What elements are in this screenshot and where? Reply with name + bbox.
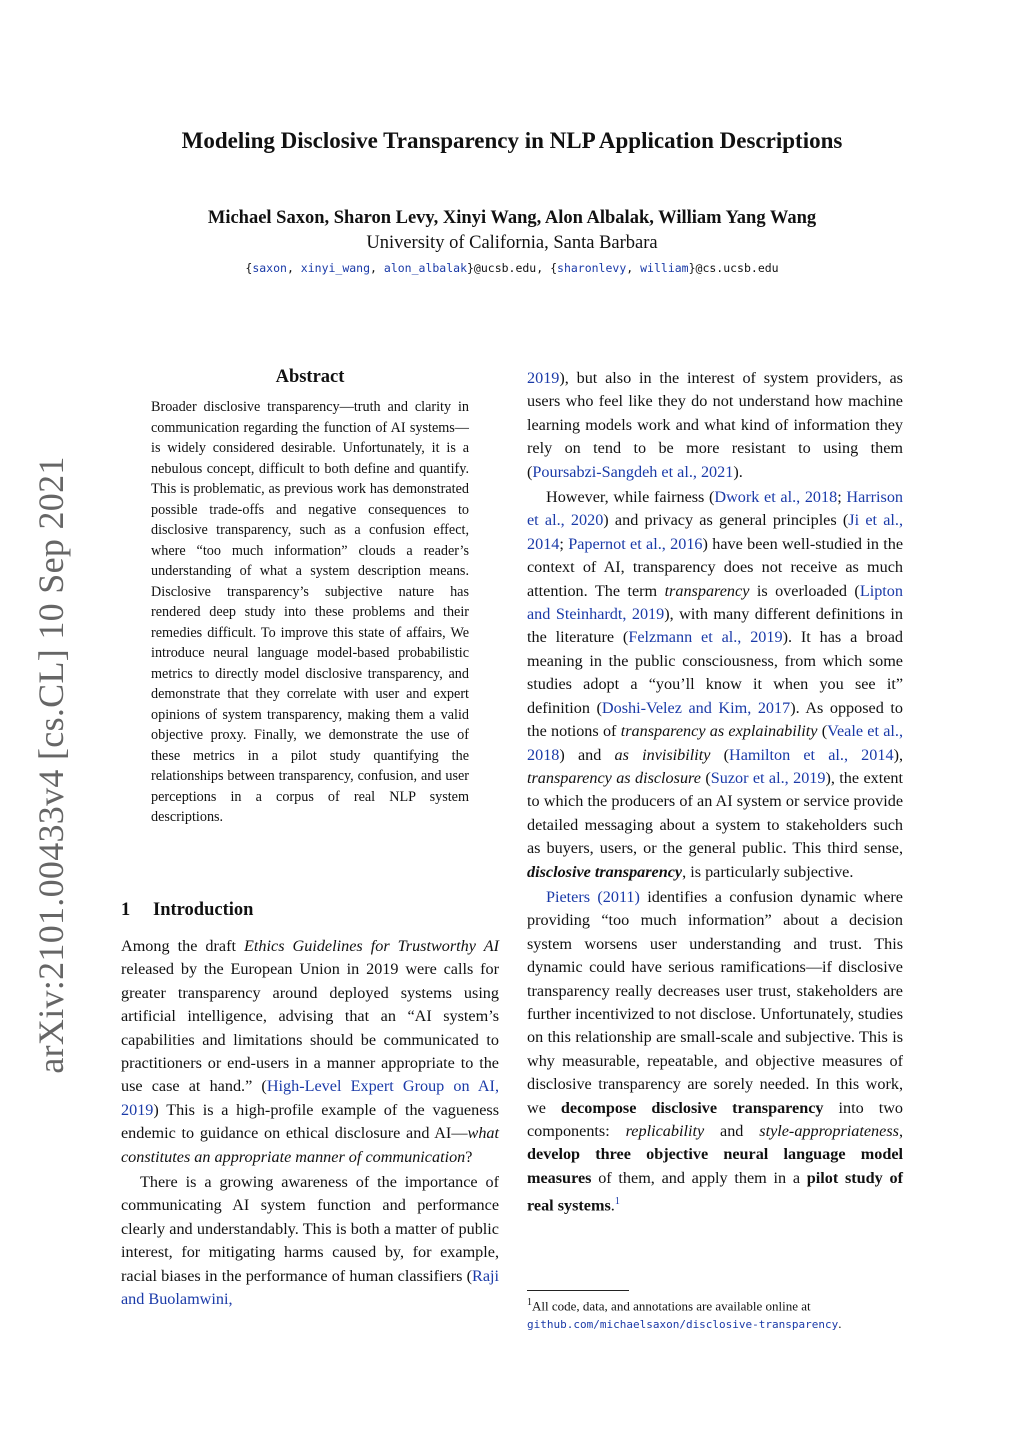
citation-link[interactable]: Veale et al., 2018: [527, 722, 904, 764]
citation-link[interactable]: Suzor et al., 2019: [710, 768, 826, 787]
email-link-william[interactable]: william: [640, 261, 689, 275]
citation-link[interactable]: Hamilton et al., 2014: [729, 745, 894, 764]
section-number: 1: [121, 900, 131, 920]
footnote-number: 1: [527, 1297, 532, 1308]
citation-link[interactable]: Papernot et al., 2016: [568, 534, 703, 553]
section-heading-introduction: [121, 900, 501, 921]
intro-paragraph-2: There is a growing awareness of the importance of communicating AI system function and performance clearly and understandably. This is both a matter of public interest, for mitigating harms caused by, for example, racial biases in the performance of human classifiers (Raji and Buolamwini,: [121, 1173, 499, 1309]
citation-link[interactable]: Dwork et al., 2018: [714, 488, 838, 507]
intro-paragraph-1: Among the draft Ethics Guidelines for Trustworthy AI released by the European Union in 2019 were calls for greater transparency around deployed systems using artificial intelligence, advising that an “AI system’s capabilities and limitations should be communicated to practitioners or end-users in a manner appropriate to the use case at hand.” (High-Level Expert Group on AI, 2019) This is a high-profile example of the vagueness endemic to guidance on ethical disclosure and AI—what constitutes an appropriate manner of communication?: [121, 937, 499, 1166]
right-column-text: [527, 367, 903, 1220]
email-link-alon[interactable]: alon_albalak: [383, 261, 467, 275]
footnote-marker[interactable]: 1: [614, 1196, 620, 1208]
email-line: {saxon, xinyi_wang, alon_albalak}@ucsb.edu, {sharonlevy, william}@cs.ucsb.edu: [245, 261, 779, 275]
email-link-saxon[interactable]: saxon: [252, 261, 287, 275]
citation-link[interactable]: Lipton and Steinhardt, 2019: [527, 581, 903, 624]
email-link-xinyi[interactable]: xinyi_wang: [300, 261, 371, 275]
email-link-sharon[interactable]: sharonlevy: [557, 261, 627, 275]
paper-title: Modeling Disclosive Transparency in NLP Application Descriptions: [181, 128, 843, 153]
section-title: Introduction: [153, 900, 254, 920]
arxiv-stamp: [26, 456, 76, 1074]
citation-link[interactable]: Ji et al., 2014: [527, 511, 904, 553]
citation-link[interactable]: Doshi-Velez and Kim, 2017: [601, 698, 791, 717]
arxiv-stamp-text: arXiv:2101.00433v4 [cs.CL] 10 Sep 2021: [31, 456, 71, 1074]
author-list: Michael Saxon, Sharon Levy, Xinyi Wang, Alon Albalak, William Yang Wang: [207, 208, 817, 228]
intro-paragraph-2-continued: 2019), but also in the interest of system providers, as users who feel like they do not understand how machine learning models work and what kind of information they rely on tend to be more resistant to using them (Poursabzi-Sangdeh et al., 2021).: [527, 369, 903, 481]
intro-paragraph-3: However, while fairness (Dwork et al., 2018; Harrison et al., 2020) and privacy as general principles (Ji et al., 2014; Papernot et al., 2016) have been well-studied in the context of AI, transparency does not receive as much attention. The term transparency is overloaded (Lipton and Steinhardt, 2019), with many different definitions in the literature (Felzmann et al., 2019). It has a broad meaning in the public consciousness, from which some studies adopt a “you’ll know it when you see it” definition (Doshi-Velez and Kim, 2017). As opposed to the notions of transparency as explainability (Veale et al., 2018) and as invisibility (Hamilton et al., 2014), transparency as disclosure (Suzor et al., 2019), the extent to which the producers of an AI system or service provide detailed messaging about a system to stakeholders such as buyers, users, or the general public. This third sense, disclosive transparency, is particularly subjective.: [527, 488, 904, 881]
citation-link[interactable]: Raji and Buolamwini,: [121, 1266, 499, 1309]
citation-link[interactable]: 2019: [527, 369, 560, 387]
citation-link[interactable]: High-Level Expert Group on AI, 2019: [121, 1077, 499, 1119]
footnote: $^1$All code, data, and annotations are available online at github.com/michaelsaxon/disclosive-transparency.: [527, 1297, 842, 1332]
affiliation: University of California, Santa Barbara: [366, 233, 658, 253]
intro-paragraph-4: Pieters (2011) identifies a confusion dynamic where providing “too much information” about a decision system worsens user understanding and trust. This dynamic could have serious ramifications—if disclosive transparency really decreases user trust, stakeholders are further incentivized to not disclose. Unfortunately, studies on this relationship are small-scale and subjective. This is why measurable, repeatable, and objective measures of disclosive transparency are sorely needed. In this work, we decompose disclosive transparency into two components: replicability and style-appropriateness, develop three objective neural language model measures of them, and apply them in a pilot study of real systems.$^1$: [527, 887, 904, 1215]
footnote-url-link[interactable]: github.com/michaelsaxon/disclosive-transparency: [527, 1318, 839, 1332]
footnote-text: All code, data, and annotations are available online at: [532, 1298, 811, 1314]
abstract-body: Broader disclosive transparency—truth and clarity in communication regarding the function of AI systems—is widely considered desirable. Unfortunately, it is a nebulous concept, difficult to both define and quantify. This is problematic, as previous work has demonstrated possible trade-offs and negative consequences to disclosive transparency, such as a confusion effect, where “too much information” clouds a reader’s understanding of what a system description means. Disclosive transparency’s subjective nature has rendered deep study into these problems and their remedies difficult. To improve this state of affairs, We introduce neural language model-based probabilistic metrics to directly model disclosive transparency, and demonstrate that they correlate with user and expert opinions of system transparency, making them a valid objective proxy. Finally, we demonstrate the use of these metrics in a pilot study quantifying the relationships between transparency, confusion, and user perceptions in a corpus of real NLP system descriptions.: [151, 399, 469, 825]
footnote-divider: [527, 1290, 629, 1291]
left-column-text: [121, 935, 499, 1314]
abstract-heading: Abstract: [275, 367, 345, 387]
citation-link[interactable]: Harrison et al., 2020: [527, 488, 904, 530]
citation-link[interactable]: Felzmann et al., 2019: [628, 628, 783, 647]
citation-link[interactable]: Pieters (2011): [546, 887, 640, 906]
citation-link[interactable]: Poursabzi-Sangdeh et al., 2021: [532, 462, 734, 481]
